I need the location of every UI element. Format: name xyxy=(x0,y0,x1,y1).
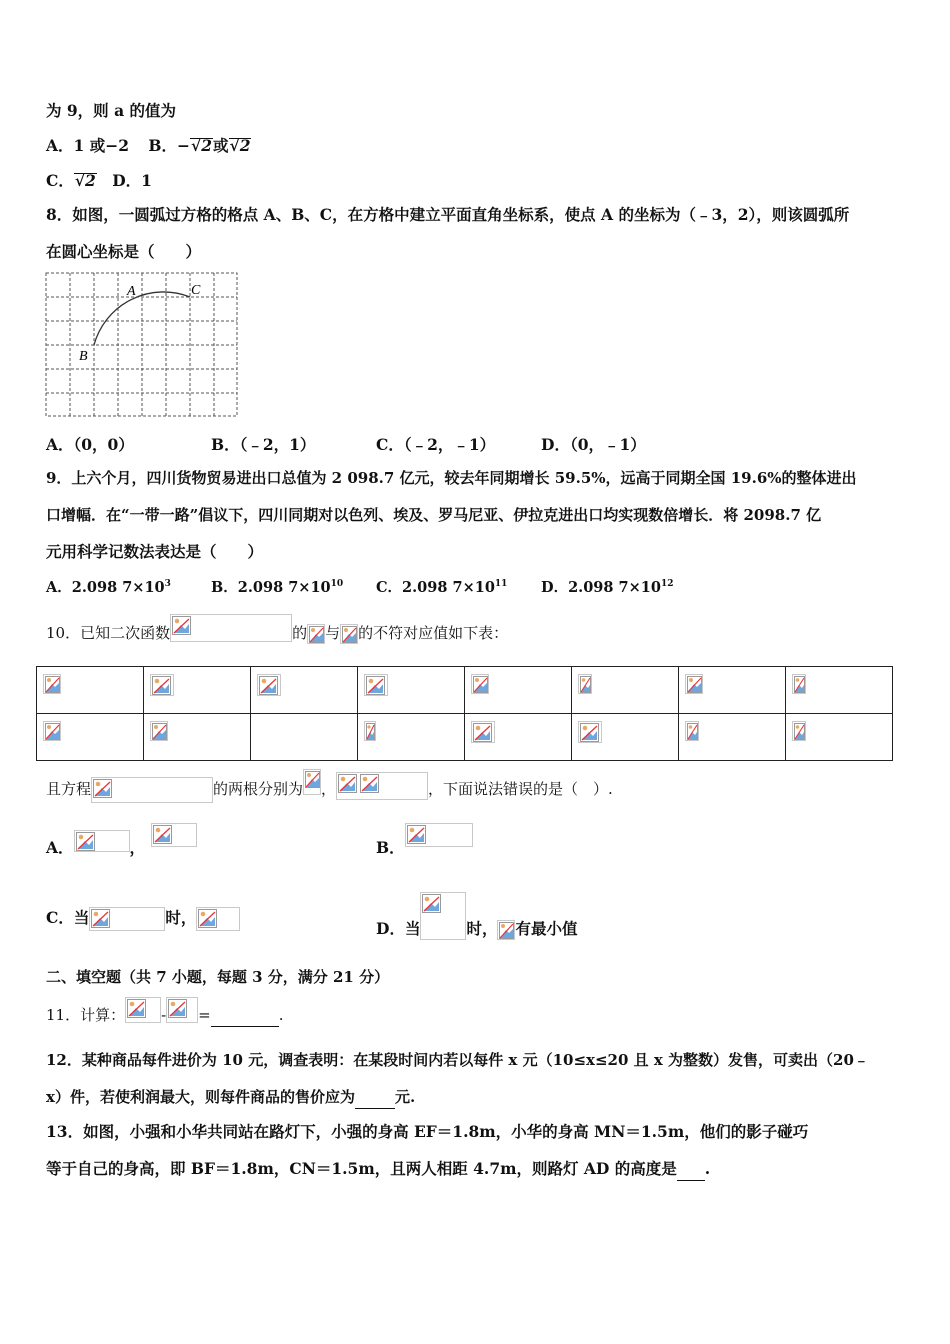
answer-blank[interactable] xyxy=(677,1158,705,1181)
q12-line1: 12．某种商品每件进价为 10 元，调查表明：在某段时间内若以每件 x 元（10≤x≤20 且 x 为整数）发售，可卖出（20﹣ xyxy=(46,1051,869,1069)
broken-image-icon xyxy=(43,721,61,741)
q11-label: 11．计算： xyxy=(46,1006,126,1024)
broken-image-icon xyxy=(497,920,515,940)
broken-image-icon xyxy=(125,997,161,1023)
q7-option-a: A．1 或−2 xyxy=(46,136,129,155)
sqrt-symbol: √2 xyxy=(191,136,212,155)
q7-option-d: D．1 xyxy=(112,171,152,190)
q8-grid-figure xyxy=(45,272,239,418)
q9-line2: 口增幅．在“一带一路”倡议下，四川同期对以色列、埃及、罗马尼亚、伊拉克进出口均实现数倍增长．将 2098.7 亿 xyxy=(46,506,822,524)
q10-option-b-label: B． xyxy=(376,838,405,857)
broken-image-icon xyxy=(150,674,174,696)
q9-option-d: D．2.098 $7\times 10^{12}$ xyxy=(541,579,674,596)
table-cell xyxy=(679,714,786,761)
q8-option-b: B．（﹣2，1） xyxy=(211,435,316,454)
table-cell xyxy=(786,714,893,761)
table-cell xyxy=(786,667,893,714)
q10-equation-line xyxy=(46,776,613,804)
table-cell xyxy=(144,714,251,761)
q9-option-c: C．2.098 $7\times 10^{11}$ xyxy=(376,579,508,596)
q10-comma: ， xyxy=(321,780,337,798)
section-title-fill-in: 二、填空题（共 7 小题，每题 3 分，满分 21 分） xyxy=(46,968,390,986)
answer-blank[interactable] xyxy=(211,1004,279,1027)
q8-line2: 在圆心坐标是（ ） xyxy=(46,242,202,261)
broken-image-icon xyxy=(364,721,376,741)
table-cell-empty xyxy=(251,714,358,761)
q7-option-c-label: C． xyxy=(46,171,74,190)
table-cell xyxy=(465,714,572,761)
broken-image-icon xyxy=(257,674,281,696)
broken-image-icon xyxy=(792,721,806,741)
broken-image-icon xyxy=(364,674,388,696)
q7-options-row2 xyxy=(46,170,152,192)
broken-image-icon xyxy=(340,624,358,644)
table-cell xyxy=(358,714,465,761)
q10-option-a-comma: ， xyxy=(129,838,146,857)
q10-yu: 与 xyxy=(325,624,341,642)
q11-period: . xyxy=(278,1006,284,1024)
broken-image-icon xyxy=(685,721,699,741)
q8-option-d: D．（0，﹣1） xyxy=(541,435,646,454)
broken-image-icon xyxy=(471,721,495,743)
broken-image-icon xyxy=(43,674,61,694)
sqrt-symbol: √2 xyxy=(229,136,251,155)
q10-intro-tail: 的不符对应值如下表： xyxy=(358,624,509,642)
broken-image-icon xyxy=(303,769,321,795)
table-cell xyxy=(572,714,679,761)
point-label-c: C xyxy=(191,283,201,298)
q10-eq-roots-text: 的两根分别为 xyxy=(213,780,304,798)
dashed-grid xyxy=(46,273,237,416)
table-row xyxy=(37,714,893,761)
table-cell xyxy=(679,667,786,714)
q13-line2-text: 等于自己的身高，即 BF＝1.8m，CN＝1.5m，且两人相距 4.7m，则路灯 AD 的高度是 xyxy=(46,1159,677,1178)
q10-option-a xyxy=(46,836,197,861)
table-cell xyxy=(572,667,679,714)
q10-option-b xyxy=(376,836,473,861)
table-cell xyxy=(37,714,144,761)
table-row xyxy=(37,667,893,714)
sqrt-symbol: √2 xyxy=(74,171,96,190)
q7-intro: 为 9，则 a 的值为 xyxy=(46,101,177,120)
table-cell xyxy=(37,667,144,714)
broken-image-icon xyxy=(89,907,165,931)
q13-period: . xyxy=(704,1159,711,1178)
broken-image-icon xyxy=(420,892,466,940)
q12-line2-text: x）件，若使利润最大，则每件商品的售价应为 xyxy=(46,1088,355,1106)
q10-option-c-label: C．当 xyxy=(46,908,90,927)
broken-image-icon xyxy=(792,674,806,694)
broken-image-icon xyxy=(336,772,428,800)
table-cell xyxy=(251,667,358,714)
q7-minus: − xyxy=(177,136,190,155)
q13-line1: 13．如图，小强和小华共同站在路灯下，小强的身高 EF＝1.8m，小华的身高 MN＝1.5m，他们的影子碰巧 xyxy=(46,1122,809,1141)
broken-image-icon xyxy=(405,823,473,847)
table-cell xyxy=(358,667,465,714)
broken-image-icon xyxy=(307,624,325,644)
q8-line1: 8．如图，一圆弧过方格的格点 A、B、C，在方格中建立平面直角坐标系，使点 A 的坐标为（﹣3，2），则该圆弧所 xyxy=(46,205,850,224)
point-label-b: B xyxy=(79,349,88,364)
q7-or: 或 xyxy=(212,136,229,155)
table-cell xyxy=(465,667,572,714)
broken-image-icon xyxy=(150,721,168,741)
broken-image-icon xyxy=(151,823,197,847)
broken-image-icon xyxy=(166,997,198,1023)
q7-options-row1 xyxy=(46,135,251,157)
broken-image-icon xyxy=(170,614,292,642)
q10-option-d-tail: 有最小值 xyxy=(515,919,578,938)
q9-line3: 元用科学记数法表达是（ ） xyxy=(46,542,264,561)
broken-image-icon xyxy=(74,830,130,852)
q10-eq-tail: ，下面说法错误的是（ ）. xyxy=(428,780,613,798)
broken-image-icon xyxy=(578,674,592,694)
q10-intro-text: 10．已知二次函数 xyxy=(46,624,171,642)
q8-option-c: C．（﹣2，﹣1） xyxy=(376,435,496,454)
q8-option-a: A．（0，0） xyxy=(46,435,134,454)
q12-line2-unit: 元. xyxy=(394,1088,416,1106)
q11-line xyxy=(46,1003,284,1029)
q10-option-d xyxy=(376,906,577,954)
q11-equals: = xyxy=(198,1006,211,1024)
answer-blank[interactable] xyxy=(355,1086,395,1109)
q11-minus: - xyxy=(161,1006,167,1024)
q10-option-c xyxy=(46,906,240,931)
q10-value-table xyxy=(36,666,893,761)
q10-option-c-when: 时， xyxy=(165,908,197,927)
q10-option-d-label: D．当 xyxy=(376,919,421,938)
q10-eq-text: 且方程 xyxy=(46,780,92,798)
q10-option-a-label: A． xyxy=(46,838,74,857)
point-label-a: A xyxy=(127,284,136,299)
broken-image-icon xyxy=(685,674,703,694)
q13-line2 xyxy=(46,1158,710,1181)
q9-option-a: A．2.098 $7\times 10^3$ xyxy=(46,579,171,596)
q9-line1: 9．上六个月，四川货物贸易进出口总值为 2 098.7 亿元，较去年同期增长 59.5%，远高于同期全国 19.6%的整体进出 xyxy=(46,469,857,487)
q10-de: 的 xyxy=(292,624,308,642)
table-cell xyxy=(144,667,251,714)
broken-image-icon xyxy=(578,721,602,743)
q9-option-b: B．2.098 $7\times 10^{10}$ xyxy=(211,579,344,596)
q10-intro xyxy=(46,620,508,648)
broken-image-icon xyxy=(471,674,489,694)
q10-option-d-when: 时， xyxy=(466,919,498,938)
broken-image-icon xyxy=(196,907,240,931)
broken-image-icon xyxy=(91,777,213,803)
q7-option-b-label: B． xyxy=(148,136,177,155)
q12-line2 xyxy=(46,1086,415,1109)
